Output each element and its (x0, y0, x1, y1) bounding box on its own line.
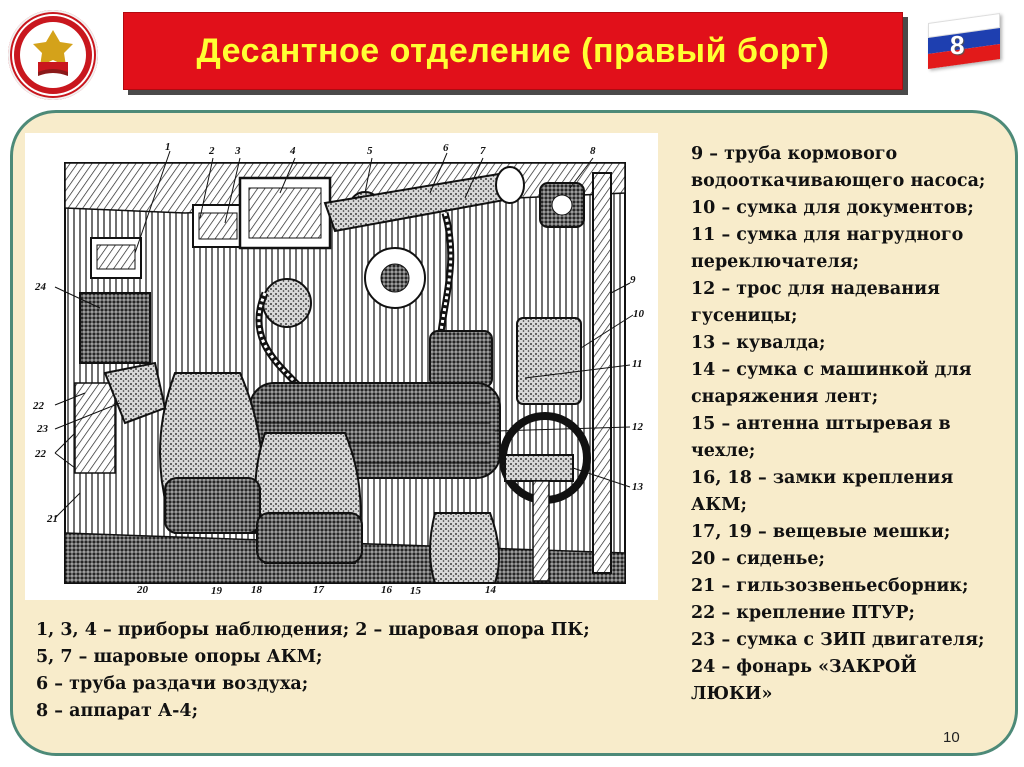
legend-item: 13 – кувалда; (691, 333, 826, 353)
callout-21: 21 (47, 513, 58, 525)
page-title: Десантное отделение (правый борт) (196, 31, 830, 70)
legend-bottom (36, 617, 676, 725)
callout-11: 11 (632, 358, 643, 370)
troop-compartment-drawing (25, 133, 658, 600)
callout-7: 7 (480, 145, 486, 157)
callout-14: 14 (485, 584, 496, 596)
legend-item: 17, 19 – вещевые мешки; (691, 522, 951, 542)
legend-item: 11 – сумка для нагрудного переключателя; (691, 225, 964, 272)
callout-20: 20 (137, 584, 148, 596)
legend-item: 24 – фонарь «ЗАКРОЙ ЛЮКИ» (691, 657, 917, 704)
callout-22-bottom: 22 (35, 448, 46, 460)
legend-item: 9 – труба кормового водооткачивающего насоса; (691, 144, 986, 191)
page-number: 10 (943, 729, 960, 746)
legend-item: 21 – гильзозвеньесборник; (691, 576, 969, 596)
callout-15: 15 (410, 585, 421, 597)
title-bar (123, 12, 903, 90)
callout-23: 23 (37, 423, 48, 435)
legend-item: 8 – аппарат А-4; (36, 701, 199, 721)
callout-9: 9 (630, 274, 636, 286)
legend-item: 10 – сумка для документов; (691, 198, 974, 218)
legend-item: 5, 7 – шаровые опоры АКМ; (36, 647, 323, 667)
callout-1: 1 (165, 141, 171, 153)
callout-6: 6 (443, 142, 449, 154)
callout-4: 4 (290, 145, 296, 157)
callout-16: 16 (381, 584, 392, 596)
callout-17: 17 (313, 584, 324, 596)
legend-item: 20 – сиденье; (691, 549, 826, 569)
callout-12: 12 (632, 421, 643, 433)
legend-item: 22 – крепление ПТУР; (691, 603, 915, 623)
legend-item: 15 – антенна штыревая в чехле; (691, 414, 951, 461)
callout-10: 10 (633, 308, 644, 320)
legend-item: 12 – трос для надевания гусеницы; (691, 279, 940, 326)
callout-8: 8 (590, 145, 596, 157)
legend-right (691, 141, 1001, 708)
callout-5: 5 (367, 145, 373, 157)
academy-emblem-logo (8, 10, 98, 100)
callout-2: 2 (209, 145, 215, 157)
callout-24: 24 (35, 281, 46, 293)
legend-item: 23 – сумка с ЗИП двигателя; (691, 630, 985, 650)
callout-13: 13 (632, 481, 643, 493)
legend-item: 6 – труба раздачи воздуха; (36, 674, 309, 694)
callout-3: 3 (235, 145, 241, 157)
callout-18: 18 (251, 584, 262, 596)
legend-item: 14 – сумка с машинкой для снаряжения лент; (691, 360, 972, 407)
callout-19: 19 (211, 585, 222, 597)
legend-item: 1, 3, 4 – приборы наблюдения; 2 – шаровая опора ПК; (36, 620, 590, 640)
callout-22-top: 22 (33, 400, 44, 412)
legend-item: 16, 18 – замки крепления АКМ; (691, 468, 954, 515)
slide-badge-number: 8 (950, 30, 965, 60)
